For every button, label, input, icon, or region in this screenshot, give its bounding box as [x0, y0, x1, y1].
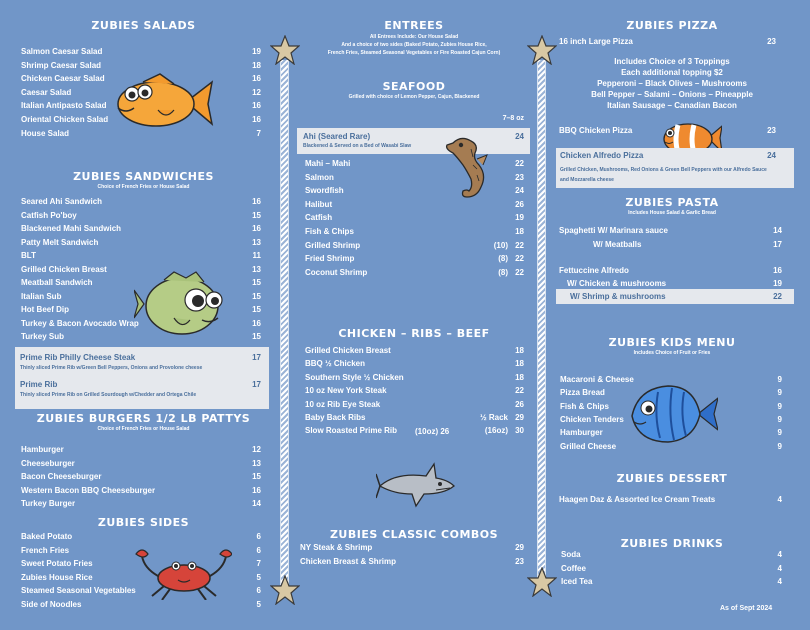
menu-item-name: Fried Shrimp	[305, 254, 355, 264]
menu-item-price: 16	[252, 485, 261, 495]
menu-item-name: Hot Beef Dip	[21, 305, 69, 314]
featured-item-price: 17	[252, 353, 261, 362]
menu-item-name: 10 oz Rib Eye Steak	[305, 399, 381, 409]
pasta-shrimp-box	[556, 289, 794, 304]
sides-title: ZUBIES SIDES	[97, 516, 190, 529]
burgers-subtitle: Choice of French Fries or House Salad	[97, 426, 190, 432]
kids-subtitle: Includes Choice of Fruit or Fries	[633, 350, 711, 356]
bbq-pizza-name: BBQ Chicken Pizza	[559, 126, 633, 135]
menu-item-price: 18	[515, 346, 524, 355]
seahorse-icon	[443, 135, 495, 205]
menu-item-price: 15	[252, 332, 261, 341]
featured-item-name: Prime Rib	[20, 380, 58, 389]
menu-item-name: Salmon	[305, 172, 334, 182]
menu-item-price: 22	[515, 254, 524, 264]
menu-item-name: Hamburger	[560, 428, 603, 438]
crab-icon	[134, 548, 232, 600]
menu-item-price: 17	[773, 239, 782, 249]
menu-item-name: Baby Back Ribs	[305, 413, 366, 422]
menu-item-name: Steamed Seasonal Vegetables	[21, 586, 136, 595]
sandwiches-subtitle: Choice of French Fries or House Salad	[97, 184, 190, 190]
menu-item-price: 23	[515, 556, 524, 566]
menu-item-price: 19	[252, 47, 261, 56]
entrees-note-2: And a choice of two sides (Baked Potato, Zubies House Rice,	[341, 42, 487, 48]
menu-item-name: Italian Antipasto Salad	[21, 101, 107, 111]
menu-item-price: 22	[515, 159, 524, 168]
menu-item-price: 18	[515, 227, 524, 236]
menu-item-price: 7	[256, 559, 261, 568]
menu-item-name: Turkey Sub	[21, 332, 64, 341]
menu-item-qty: (10)	[493, 240, 508, 250]
menu-item-name: House Salad	[21, 128, 70, 138]
menu-item-price: 26	[515, 199, 524, 209]
burgers-title: ZUBIES BURGERS 1/2 LB PATTYS	[36, 412, 251, 425]
menu-item-price: 16	[252, 101, 261, 111]
green-fish-icon	[134, 270, 234, 340]
pasta-subtitle: Includes House Salad & Garlic Bread	[628, 210, 716, 216]
menu-item-name: Turkey Burger	[21, 499, 76, 509]
menu-item-name: Macaroni & Cheese	[560, 375, 634, 384]
entrees-note-3: French Fries, Steamed Seasonal Vegetables or Fire Roasted Cajun Corn)	[327, 50, 501, 56]
menu-item-name: Salmon Caesar Salad	[21, 47, 103, 56]
blue-fish-icon	[628, 378, 718, 450]
menu-item-price: 9	[777, 375, 782, 384]
menu-item-name: BLT	[21, 251, 36, 260]
bbq-pizza-price: 23	[767, 126, 776, 135]
pizza-title: ZUBIES PIZZA	[626, 19, 718, 32]
menu-item-price: 16	[252, 74, 261, 84]
ahi-name: Ahi (Seared Rare)	[303, 132, 371, 141]
pizza-topping-line: Italian Sausage – Canadian Bacon	[607, 101, 737, 110]
menu-item-price: 22	[515, 267, 524, 277]
menu-item-qty: (8)	[498, 254, 508, 264]
drinks-title: ZUBIES DRINKS	[620, 537, 724, 550]
left-rope-divider	[280, 60, 289, 585]
menu-item-name: Swordfish	[305, 186, 344, 196]
menu-item-price: 9	[777, 414, 782, 424]
pizza-size-price: 23	[767, 37, 776, 46]
featured-item-name: Prime Rib Philly Cheese Steak	[20, 353, 136, 362]
menu-item-price: 18	[515, 372, 524, 382]
alfredo-pizza-price: 24	[767, 151, 776, 160]
menu-item-name: Southern Style ½ Chicken	[305, 372, 404, 382]
menu-item-name: Patty Melt Sandwich	[21, 237, 99, 247]
menu-item-name: Coffee	[561, 563, 586, 573]
menu-item-price: 23	[515, 172, 524, 182]
menu-item-price: 12	[252, 87, 261, 97]
alfredo-pizza-box	[556, 148, 794, 188]
menu-item-name: Mahi – Mahi	[305, 159, 351, 168]
menu-item-price: 14	[252, 499, 261, 509]
menu-item-name: Soda	[561, 550, 581, 559]
menu-item-name: Zubies House Rice	[21, 572, 93, 582]
menu-item-name: Western Bacon BBQ Cheeseburger	[21, 485, 156, 495]
menu-item-name: Grilled Cheese	[560, 441, 617, 451]
menu-item-price: 15	[252, 278, 261, 287]
menu-item-price: 22	[515, 240, 524, 250]
chicken-title: CHICKEN – RIBS – BEEF	[338, 327, 490, 340]
menu-item-price: 19	[773, 279, 782, 288]
seafood-subtitle: Grilled with choice of Lemon Pepper, Cajun, Blackened	[348, 94, 480, 100]
menu-item-price: 6	[256, 545, 261, 555]
menu-item-price: 11	[252, 251, 261, 260]
ahi-desc: Blackened & Served on a Bed of Wasabi Slaw	[303, 143, 412, 149]
menu-item-price: 5	[256, 572, 261, 582]
menu-item-price: 29	[515, 543, 524, 552]
menu-item-price: 15	[252, 210, 261, 220]
menu-item-name: Chicken Tenders	[560, 414, 624, 424]
menu-item-name: Pizza Bread	[560, 388, 605, 398]
menu-item-price: 16	[252, 115, 261, 124]
menu-item-price: 4	[777, 550, 782, 559]
menu-item-price: 14	[773, 226, 782, 235]
pasta-shrimp-price: 22	[773, 292, 782, 301]
menu-item-price: 6	[256, 532, 261, 541]
menu-item-price: 15	[252, 305, 261, 314]
menu-item-price: 19	[515, 213, 524, 223]
menu-item-name: Italian Sub	[21, 291, 62, 301]
menu-item-price: 6	[256, 586, 261, 595]
ahi-price: 24	[515, 132, 524, 141]
pizza-topping-line: Pepperoni – Black Olives – Mushrooms	[597, 79, 747, 88]
menu-item-price: 16	[252, 224, 261, 233]
menu-item-name: W/ Meatballs	[593, 239, 642, 249]
pizza-topping-line: Each additional topping $2	[621, 68, 723, 77]
menu-item-name: Baked Potato	[21, 532, 73, 541]
shark-icon	[376, 460, 456, 510]
ahi-box	[297, 128, 530, 154]
menu-item-price: 16	[773, 266, 782, 275]
pizza-topping-line: Includes Choice of 3 Toppings	[614, 57, 730, 66]
menu-item-name: Caesar Salad	[21, 87, 72, 97]
menu-item-name: Cheeseburger	[21, 458, 75, 468]
menu-item-price: 4	[777, 495, 782, 504]
menu-item-name: Coconut Shrimp	[305, 267, 368, 277]
prime-rib-10oz: (10oz) 26	[415, 427, 450, 436]
featured-item-price: 17	[252, 380, 261, 389]
menu-item-name: Seared Ahi Sandwich	[21, 197, 103, 206]
menu-item-name: Oriental Chicken Salad	[21, 115, 109, 124]
menu-item-price: 13	[252, 264, 261, 274]
menu-item-name: Chicken Breast & Shrimp	[300, 556, 397, 566]
menu-item-price: 29	[515, 413, 524, 422]
menu-item-price: 9	[777, 401, 782, 411]
menu-item-name: W/ Chicken & mushrooms	[567, 279, 667, 288]
menu-item-price: 15	[252, 472, 261, 482]
menu-item-name: Halibut	[305, 199, 333, 209]
seafood-title: SEAFOOD	[382, 80, 446, 93]
menu-item-name: Hamburger	[21, 445, 64, 454]
menu-item-price: 22	[515, 386, 524, 396]
menu-item-price: 30	[515, 426, 524, 436]
menu-item-name: Fettuccine Alfredo	[559, 266, 629, 275]
menu-item-name: Slow Roasted Prime Rib	[305, 426, 398, 436]
menu-item-name: Sweet Potato Fries	[21, 559, 93, 568]
right-rope-divider	[537, 60, 546, 585]
menu-date: As of Sept 2024	[720, 605, 773, 612]
menu-item-name: Catfish	[305, 213, 333, 223]
menu-item-name: Grilled Shrimp	[305, 240, 361, 250]
pasta-shrimp-name: W/ Shrimp & mushrooms	[570, 292, 666, 301]
menu-item-name: Chicken Caesar Salad	[21, 74, 105, 84]
menu-item-name: NY Steak & Shrimp	[300, 543, 373, 552]
menu-item-price: 7	[256, 128, 261, 138]
menu-item-name: 10 oz New York Steak	[305, 386, 387, 396]
menu-item-name: Bacon Cheeseburger	[21, 472, 102, 482]
menu-item-price: 13	[252, 458, 261, 468]
menu-item-name: Meatball Sandwich	[21, 278, 93, 287]
menu-item-qty: (16oz)	[484, 426, 508, 436]
seafood-size: 7–8 oz	[502, 115, 524, 122]
menu-item-price: 4	[777, 563, 782, 573]
menu-item-name: French Fries	[21, 545, 70, 555]
menu-item-name: Spaghetti W/ Marinara sauce	[559, 226, 668, 235]
menu-item-price: 9	[777, 388, 782, 398]
menu-item-price: 26	[515, 399, 524, 409]
alfredo-pizza-name: Chicken Alfredo Pizza	[560, 151, 644, 160]
menu-item-price: 9	[777, 428, 782, 438]
alfredo-pizza-desc-1: Grilled Chicken, Mushrooms, Red Onions & Green Bell Peppers with our Alfredo Sauce	[560, 167, 767, 173]
menu-item-name: Shrimp Caesar Salad	[21, 60, 102, 70]
menu-item-name: Turkey & Bacon Avocado Wrap	[21, 318, 139, 328]
menu-item-name: BBQ ½ Chicken	[305, 359, 366, 369]
pizza-size: 16 inch Large Pizza	[559, 37, 633, 46]
menu-item-price: 9	[777, 441, 782, 451]
entrees-title: ENTREES	[384, 19, 444, 32]
menu-item-name: Catfish Po'boy	[21, 210, 77, 220]
featured-item-desc: Thinly sliced Prime Rib w/Green Bell Peppers, Onions and Provolone cheese	[20, 365, 203, 371]
dessert-title: ZUBIES DESSERT	[616, 472, 728, 485]
menu-item-name: Iced Tea	[561, 577, 593, 586]
prime-rib-box	[15, 347, 269, 409]
menu-item-price: 13	[252, 237, 261, 247]
entrees-note-1: All Entrees Include: Our House Salad	[369, 34, 459, 40]
menu-item-price: 24	[515, 186, 524, 196]
menu-item-qty: ½ Rack	[479, 413, 508, 422]
menu-item-price: 16	[252, 318, 261, 328]
menu-item-price: 4	[777, 577, 782, 586]
starfish-icon	[527, 567, 557, 597]
menu-item-price: 18	[515, 359, 524, 369]
starfish-icon	[270, 575, 300, 605]
menu-item-price: 18	[252, 60, 261, 70]
menu-item-name: Fish & Chips	[560, 401, 609, 411]
pizza-topping-line: Bell Pepper – Salami – Onions – Pineapple	[591, 90, 753, 99]
menu-item-name: Grilled Chicken Breast	[305, 346, 391, 355]
menu-item-qty: (8)	[498, 267, 508, 277]
menu-item-name: Haagen Daz & Assorted Ice Cream Treats	[559, 495, 716, 504]
sandwiches-title: ZUBIES SANDWICHES	[73, 170, 214, 183]
kids-title: ZUBIES KIDS MENU	[608, 336, 736, 349]
menu-item-name: Grilled Chicken Breast	[21, 264, 107, 274]
menu-item-price: 5	[256, 599, 261, 609]
menu-item-price: 12	[252, 445, 261, 454]
menu-item-name: Fish & Chips	[305, 227, 354, 236]
featured-item-desc: Thinly sliced Prime Rib on Grilled Sourdough w/Chedder and Ortega Chile	[20, 392, 197, 398]
menu-item-price: 15	[252, 291, 261, 301]
combos-title: ZUBIES CLASSIC COMBOS	[329, 528, 499, 541]
alfredo-pizza-desc-2: and Mozzarella cheese	[560, 177, 614, 183]
salads-title: ZUBIES SALADS	[91, 19, 196, 32]
pasta-title: ZUBIES PASTA	[625, 196, 719, 209]
menu-item-price: 16	[252, 197, 261, 206]
orange-fish-icon	[108, 72, 216, 134]
menu-item-name: Side of Noodles	[21, 599, 82, 609]
menu-item-name: Blackened Mahi Sandwich	[21, 224, 122, 233]
